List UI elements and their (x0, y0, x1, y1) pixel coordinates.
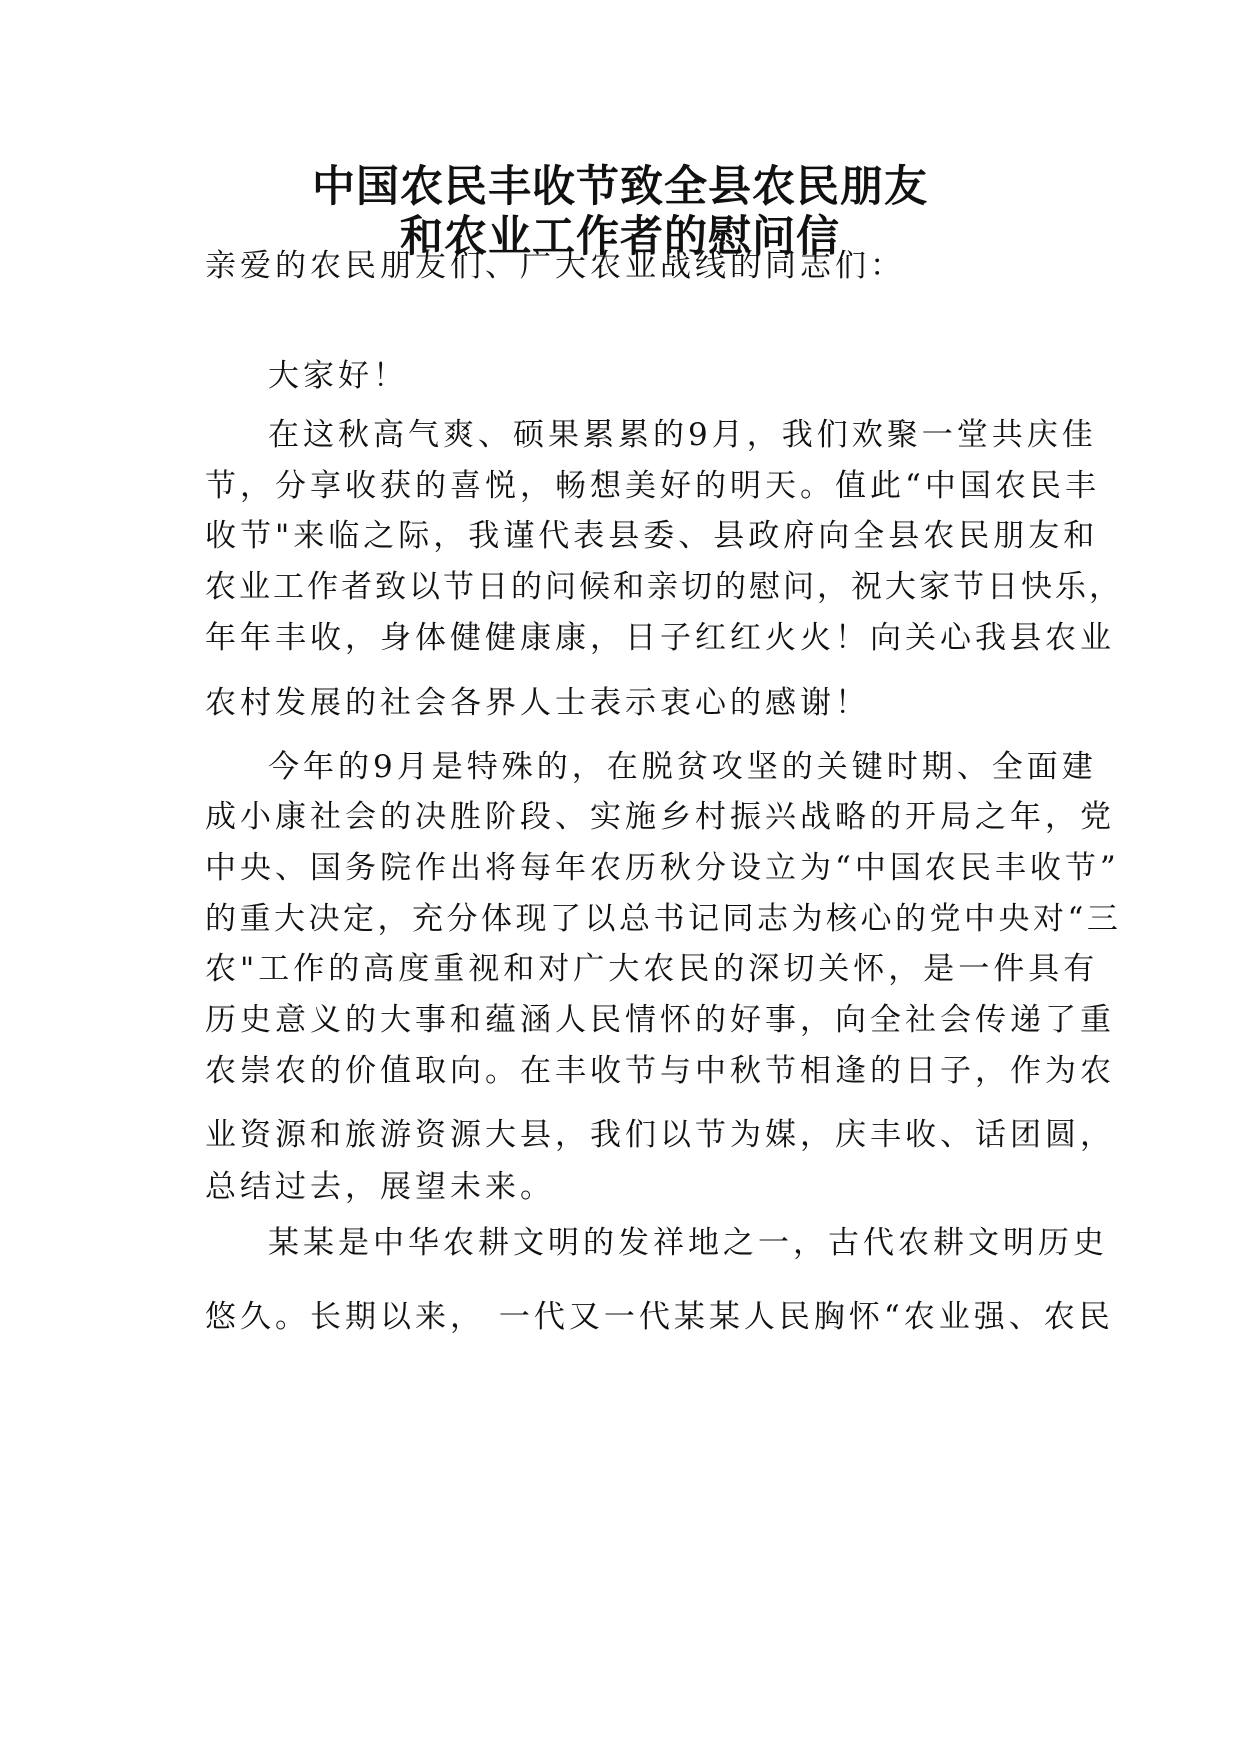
body-line: 节，分享收获的喜悦，畅想美好的明天。值此“中国农民丰 (205, 468, 1100, 504)
title-line-1: 中国农民丰收节致全县农民朋友 (312, 162, 928, 212)
body-line: 年年丰收，身体健健康康，日子红红火火！向关心我县农业 (205, 620, 1115, 656)
body-line: 历史意义的大事和蕴涵人民情怀的好事，向全社会传递了重 (205, 1002, 1115, 1038)
greeting: 大家好！ (268, 358, 408, 394)
body-line: 的重大决定，充分体现了以总书记同志为核心的党中央对“三 (205, 901, 1122, 937)
body-line: 今年的9月是特殊的，在脱贫攻坚的关键时期、全面建 (268, 749, 1097, 785)
body-line: 农业工作者致以节日的问候和亲切的慰问，祝大家节日快乐， (205, 569, 1123, 605)
body-line: 业资源和旅游资源大县，我们以节为媒，庆丰收、话团圆， (205, 1117, 1115, 1153)
body-line: 总结过去，展望未来。 (205, 1169, 555, 1205)
body-line: 农"工作的高度重视和对广大农民的深切关怀，是一件具有 (205, 951, 1099, 987)
body-line: 农村发展的社会各界人士表示衷心的感谢！ (205, 685, 870, 721)
body-line: 成小康社会的决胜阶段、实施乡村振兴战略的开局之年，党 (205, 799, 1115, 835)
body-line: 悠久。长期以来， 一代又一代某某人民胸怀“农业强、农民 (205, 1299, 1114, 1335)
body-line: 中央、国务院作出将每年农历秋分设立为“中国农民丰收节” (205, 850, 1120, 886)
body-line: 某某是中华农耕文明的发祥地之一，古代农耕文明历史 (268, 1225, 1108, 1261)
body-line: 农崇农的价值取向。在丰收节与中秋节相逢的日子，作为农 (205, 1053, 1115, 1089)
body-line: 在这秋高气爽、硕果累累的9月，我们欢聚一堂共庆佳 (268, 417, 1097, 453)
body-line: 收节"来临之际，我谨代表县委、县政府向全县农民朋友和 (205, 518, 1099, 554)
title-line-2: 和农业工作者的慰问信 (400, 212, 840, 262)
salutation: 亲爱的农民朋友们、广大农业战线的同志们： (205, 248, 905, 284)
